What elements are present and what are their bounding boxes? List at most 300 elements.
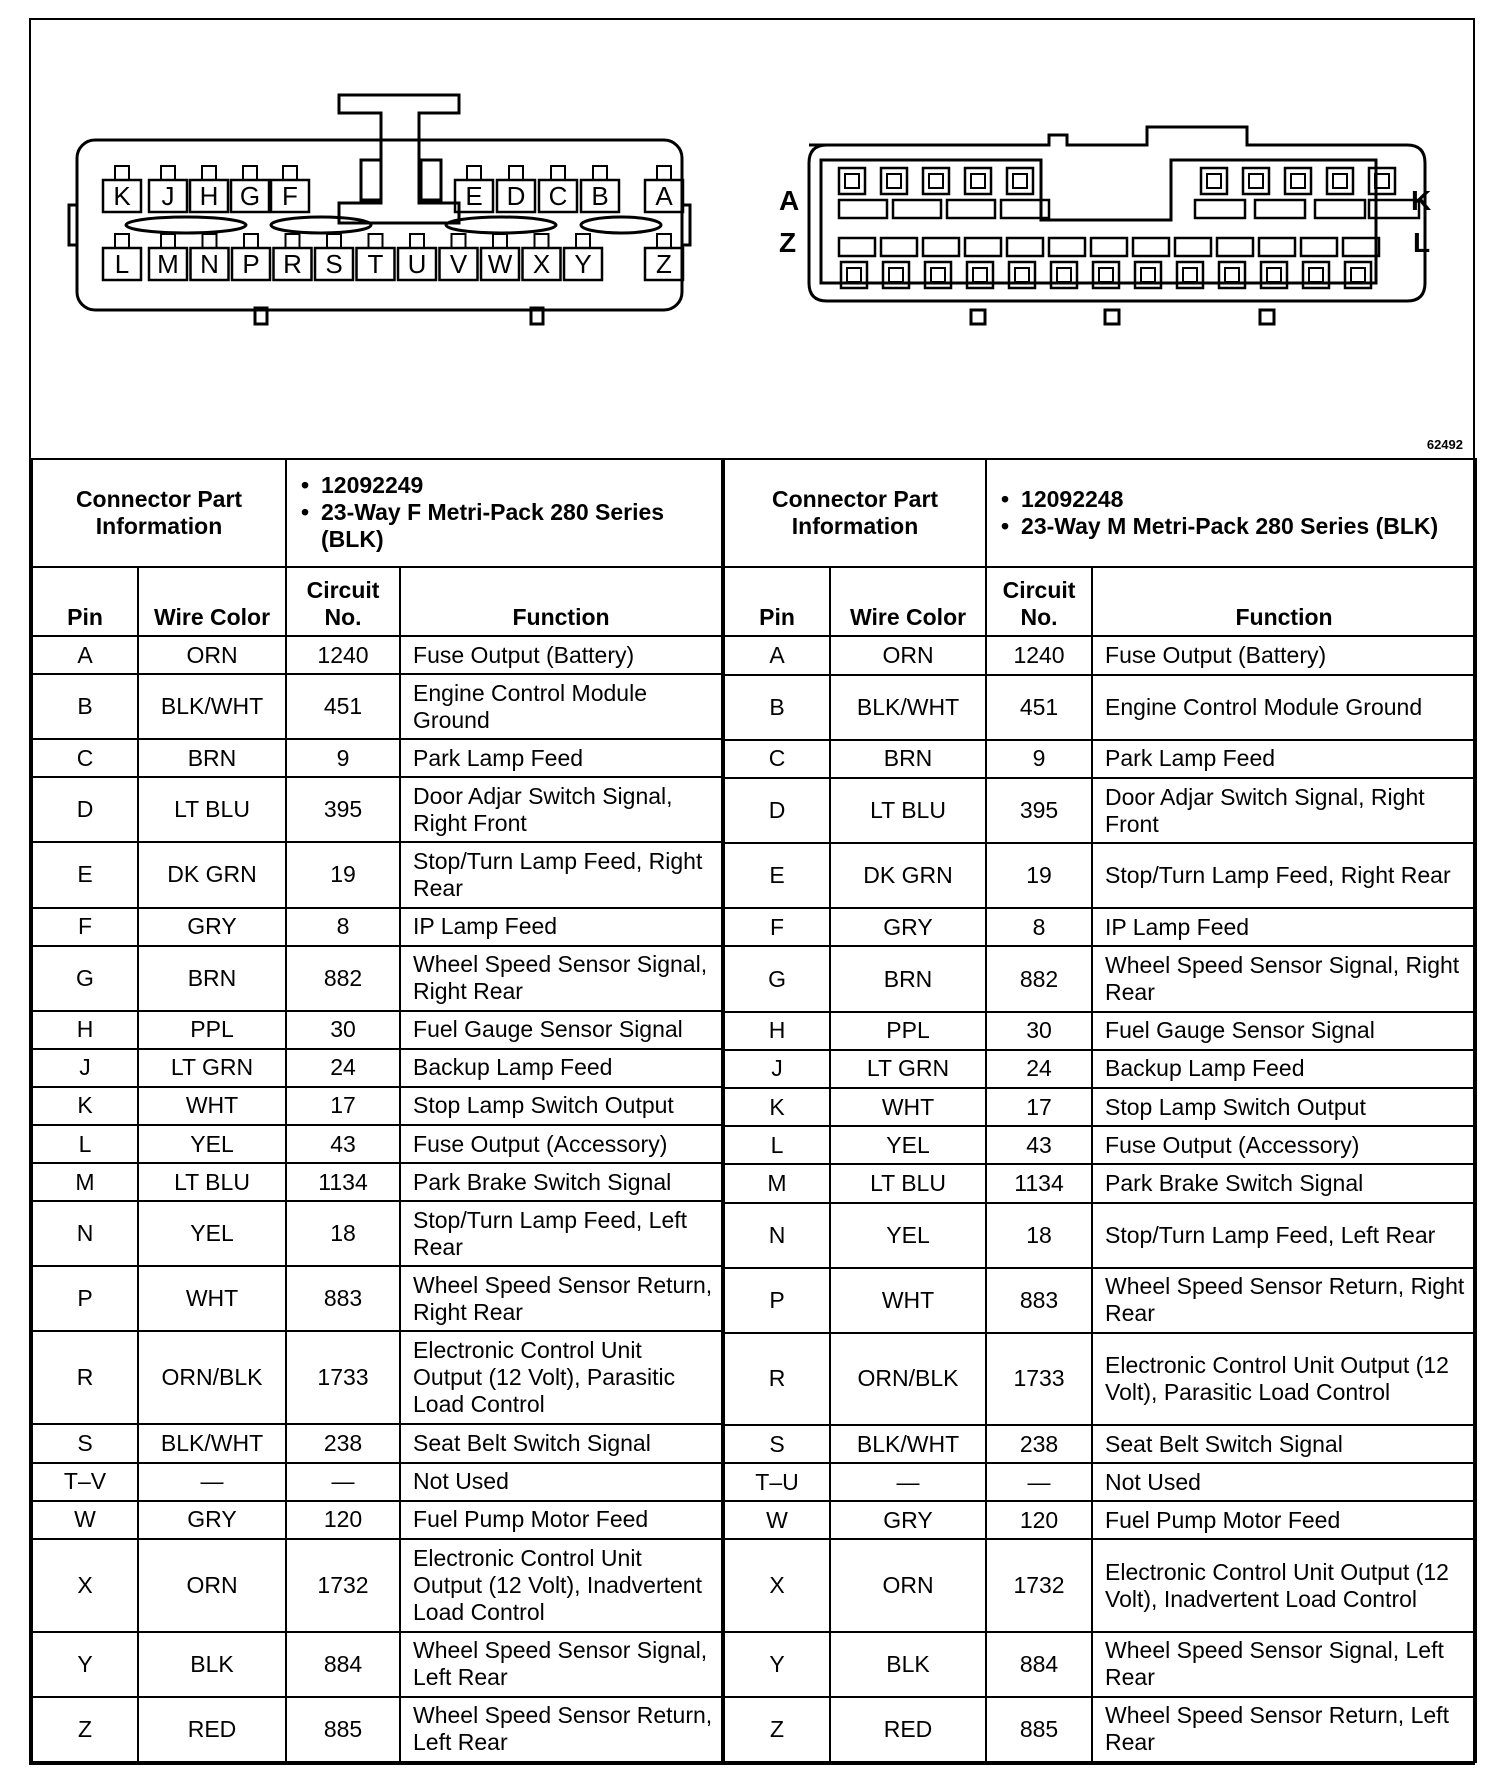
- table-row: [32, 739, 722, 777]
- pin-cell: A: [724, 636, 830, 674]
- wire-color-cell: WHT: [138, 1266, 286, 1331]
- function-cell: Stop/Turn Lamp Feed, Left Rear: [400, 1201, 722, 1266]
- connector-info-line: • 12092249: [301, 472, 713, 499]
- pin-cell: K: [32, 1087, 138, 1125]
- table-row: [724, 1050, 1476, 1088]
- table-row: [724, 1333, 1476, 1425]
- circuit-number-cell: 30: [986, 1012, 1092, 1050]
- circuit-number-cell: 43: [986, 1126, 1092, 1164]
- pin-cell: E: [32, 842, 138, 907]
- right-bottom-slot: [1049, 238, 1085, 256]
- column-header-wire: Wire Color: [138, 567, 286, 637]
- wire-color-cell: PPL: [138, 1011, 286, 1049]
- table-row: [724, 1164, 1476, 1202]
- wire-color-cell: DK GRN: [830, 843, 986, 908]
- circuit-number-cell: 43: [286, 1125, 400, 1163]
- function-cell: Stop Lamp Switch Output: [1092, 1088, 1476, 1126]
- table-row: [724, 1088, 1476, 1126]
- pin-cell: P: [32, 1266, 138, 1331]
- left-pin-h-tab: [202, 166, 216, 180]
- pin-cell: A: [32, 636, 138, 674]
- left-pin-a-tab: [657, 166, 671, 180]
- table-row: [724, 843, 1476, 908]
- pin-cell: D: [32, 777, 138, 842]
- table-row: [32, 1125, 722, 1163]
- function-cell: Stop/Turn Lamp Feed, Left Rear: [1092, 1203, 1476, 1268]
- left-pin-l-tab: [115, 234, 129, 248]
- left-pin-w: W: [487, 249, 513, 279]
- connector-info-line: • 23-Way F Metri-Pack 280 Series (BLK): [301, 499, 713, 553]
- right-top-terminal: [1327, 168, 1353, 194]
- pinout-tables: [31, 458, 1473, 1763]
- function-cell: Wheel Speed Sensor Signal, Right Rear: [400, 946, 722, 1011]
- circuit-number-cell: 885: [986, 1697, 1092, 1762]
- table-row: [32, 1201, 722, 1266]
- circuit-number-cell: 884: [286, 1632, 400, 1697]
- left-pin-g-tab: [243, 166, 257, 180]
- circuit-number-cell: 885: [286, 1697, 400, 1762]
- wire-color-cell: GRY: [138, 908, 286, 946]
- circuit-number-cell: 24: [286, 1049, 400, 1087]
- table-row: [32, 636, 722, 674]
- left-pin-s-tab: [327, 234, 341, 248]
- circuit-number-cell: 9: [286, 739, 400, 777]
- right-top-slot: [1195, 200, 1245, 218]
- left-pin-d: D: [506, 181, 526, 211]
- left-pin-w-tab: [493, 234, 507, 248]
- column-header-wire: Wire Color: [830, 567, 986, 637]
- circuit-number-cell: 395: [286, 777, 400, 842]
- wire-color-cell: LT BLU: [830, 778, 986, 843]
- table-row: [724, 1126, 1476, 1164]
- function-cell: Park Lamp Feed: [1092, 740, 1476, 778]
- table-row: [32, 1697, 722, 1762]
- column-header-pin: Pin: [32, 567, 138, 637]
- pin-cell: M: [724, 1164, 830, 1202]
- connector-diagram: [31, 20, 1473, 460]
- function-cell: Backup Lamp Feed: [1092, 1050, 1476, 1088]
- pin-cell: F: [724, 908, 830, 946]
- table-row: [32, 1424, 722, 1462]
- left-pin-v: V: [449, 249, 468, 279]
- pin-cell: C: [32, 739, 138, 777]
- column-header-pin: Pin: [724, 567, 830, 637]
- circuit-number-cell: 24: [986, 1050, 1092, 1088]
- table-row: [32, 1463, 722, 1501]
- left-pin-l: L: [114, 249, 130, 279]
- pin-cell: E: [724, 843, 830, 908]
- circuit-number-cell: 238: [286, 1424, 400, 1462]
- table-row: [32, 674, 722, 739]
- wire-color-cell: YEL: [138, 1201, 286, 1266]
- right-bottom-slot: [1217, 238, 1253, 256]
- circuit-number-cell: 884: [986, 1632, 1092, 1697]
- right-top-terminal: [1369, 168, 1395, 194]
- connector-info-row: [32, 459, 722, 567]
- right-top-terminal-inner: [1249, 174, 1263, 188]
- connector-info-label: Connector Part Information: [724, 459, 986, 567]
- column-header-circuit: Circuit No.: [286, 567, 400, 637]
- function-cell: IP Lamp Feed: [1092, 908, 1476, 946]
- left-pin-c-tab: [551, 166, 565, 180]
- right-top-terminal: [881, 168, 907, 194]
- right-bottom-terminal-cells: [839, 238, 1379, 288]
- wire-color-cell: BLK: [138, 1632, 286, 1697]
- circuit-number-cell: 120: [986, 1501, 1092, 1539]
- table-row: [724, 1203, 1476, 1268]
- table-row: [724, 1697, 1476, 1762]
- function-cell: Fuse Output (Battery): [1092, 636, 1476, 674]
- left-bottom-pin-cells: [103, 234, 683, 280]
- figure-reference-number: 62492: [1426, 437, 1463, 452]
- right-bottom-slot: [1133, 238, 1169, 256]
- right-bottom-slot: [881, 238, 917, 256]
- wire-color-cell: YEL: [830, 1203, 986, 1268]
- column-header-circuit: Circuit No.: [986, 567, 1092, 637]
- wire-color-cell: ORN/BLK: [830, 1333, 986, 1425]
- left-pin-c: C: [548, 181, 568, 211]
- table-row: [32, 946, 722, 1011]
- pin-cell: F: [32, 908, 138, 946]
- right-bottom-terminal-inner: [1057, 268, 1071, 282]
- right-bottom-terminal-inner: [1225, 268, 1239, 282]
- pin-cell: X: [32, 1539, 138, 1632]
- circuit-number-cell: 30: [286, 1011, 400, 1049]
- right-bottom-slot: [1343, 238, 1379, 256]
- left-pin-e: E: [465, 181, 483, 211]
- right-top-slot: [1255, 200, 1305, 218]
- table-row: [724, 1501, 1476, 1539]
- column-header-function: Function: [400, 567, 722, 637]
- left-pin-f-tab: [283, 166, 297, 180]
- wire-color-cell: LT BLU: [138, 1163, 286, 1201]
- function-cell: Engine Control Module Ground: [400, 674, 722, 739]
- right-top-terminal: [1243, 168, 1269, 194]
- right-connector-label-a: A: [779, 185, 800, 216]
- pin-cell: Y: [724, 1632, 830, 1697]
- table-row: [32, 1266, 722, 1331]
- pin-cell: G: [32, 946, 138, 1011]
- table-row: [724, 778, 1476, 843]
- circuit-number-cell: 883: [286, 1266, 400, 1331]
- pin-cell: P: [724, 1268, 830, 1333]
- left-pin-r: R: [283, 249, 302, 279]
- pin-cell: N: [724, 1203, 830, 1268]
- wire-color-cell: BRN: [830, 946, 986, 1011]
- left-pin-v-tab: [452, 234, 466, 248]
- wire-color-cell: WHT: [830, 1268, 986, 1333]
- wire-color-cell: YEL: [830, 1126, 986, 1164]
- pin-cell: M: [32, 1163, 138, 1201]
- circuit-number-cell: 395: [986, 778, 1092, 843]
- right-top-terminal: [923, 168, 949, 194]
- left-pin-u: U: [407, 249, 427, 279]
- wire-color-cell: BRN: [138, 946, 286, 1011]
- left-pin-a: A: [655, 181, 673, 211]
- right-top-terminal-inner: [1207, 174, 1221, 188]
- table-row: [724, 908, 1476, 946]
- table-row: [32, 842, 722, 907]
- circuit-number-cell: —: [286, 1463, 400, 1501]
- right-bottom-slot: [923, 238, 959, 256]
- left-pin-k: K: [113, 181, 131, 211]
- left-pin-x-tab: [535, 234, 549, 248]
- right-bottom-slot: [839, 238, 875, 256]
- function-cell: Not Used: [1092, 1463, 1476, 1501]
- right-connector-label-l: L: [1413, 227, 1431, 258]
- right-bottom-slot: [1259, 238, 1295, 256]
- function-cell: Fuel Pump Motor Feed: [1092, 1501, 1476, 1539]
- table-row: [724, 636, 1476, 674]
- left-top-pin-cells: [103, 166, 683, 212]
- left-pin-p: P: [242, 249, 260, 279]
- table-row: [32, 1632, 722, 1697]
- left-pin-m: M: [157, 249, 179, 279]
- table-row: [32, 1539, 722, 1632]
- wire-color-cell: PPL: [830, 1012, 986, 1050]
- circuit-number-cell: 1732: [286, 1539, 400, 1632]
- right-top-slot: [839, 200, 887, 218]
- pin-cell: K: [724, 1088, 830, 1126]
- function-cell: Park Lamp Feed: [400, 739, 722, 777]
- right-top-terminal-inner: [929, 174, 943, 188]
- function-cell: Stop/Turn Lamp Feed, Right Rear: [1092, 843, 1476, 908]
- right-bottom-terminal-inner: [1267, 268, 1281, 282]
- right-top-terminal: [1285, 168, 1311, 194]
- right-top-slot: [947, 200, 995, 218]
- right-top-terminal-inner: [1291, 174, 1305, 188]
- wire-color-cell: BLK: [830, 1632, 986, 1697]
- pin-cell: L: [724, 1126, 830, 1164]
- left-pin-t-tab: [369, 234, 383, 248]
- wire-color-cell: LT GRN: [138, 1049, 286, 1087]
- wire-color-cell: ORN: [830, 1539, 986, 1631]
- wire-color-cell: ORN: [138, 636, 286, 674]
- pin-cell: J: [724, 1050, 830, 1088]
- circuit-number-cell: 451: [286, 674, 400, 739]
- function-cell: Park Brake Switch Signal: [400, 1163, 722, 1201]
- function-cell: Seat Belt Switch Signal: [1092, 1425, 1476, 1463]
- table-row: [32, 1049, 722, 1087]
- pin-cell: B: [724, 675, 830, 740]
- left-pin-b-tab: [593, 166, 607, 180]
- left-pin-t: T: [367, 249, 384, 279]
- column-header-function: Function: [1092, 567, 1476, 637]
- function-cell: Electronic Control Unit Output (12 Volt), Parasitic Load Control: [400, 1331, 722, 1424]
- function-cell: Electronic Control Unit Output (12 Volt), Parasitic Load Control: [1092, 1333, 1476, 1425]
- right-top-terminal: [839, 168, 865, 194]
- right-top-terminal-cells: [839, 168, 1419, 218]
- wire-color-cell: YEL: [138, 1125, 286, 1163]
- function-cell: Seat Belt Switch Signal: [400, 1424, 722, 1462]
- function-cell: Wheel Speed Sensor Signal, Left Rear: [400, 1632, 722, 1697]
- pin-cell: R: [724, 1333, 830, 1425]
- connector-info-line: • 12092248: [1001, 486, 1467, 513]
- document-sheet: [29, 18, 1475, 1765]
- right-top-terminal-inner: [971, 174, 985, 188]
- table-row: [32, 1331, 722, 1424]
- right-top-terminal-inner: [1333, 174, 1347, 188]
- pin-cell: R: [32, 1331, 138, 1424]
- circuit-number-cell: 883: [986, 1268, 1092, 1333]
- pin-cell: H: [32, 1011, 138, 1049]
- circuit-number-cell: —: [986, 1463, 1092, 1501]
- wire-color-cell: ORN/BLK: [138, 1331, 286, 1424]
- function-cell: Backup Lamp Feed: [400, 1049, 722, 1087]
- pin-cell: J: [32, 1049, 138, 1087]
- pin-cell: T–V: [32, 1463, 138, 1501]
- table-row: [32, 908, 722, 946]
- circuit-number-cell: 120: [286, 1501, 400, 1539]
- table-row: [32, 1501, 722, 1539]
- wire-color-cell: WHT: [138, 1087, 286, 1125]
- table-row: [32, 1163, 722, 1201]
- left-pin-e-tab: [467, 166, 481, 180]
- function-cell: Engine Control Module Ground: [1092, 675, 1476, 740]
- function-cell: Fuel Pump Motor Feed: [400, 1501, 722, 1539]
- left-pin-j-tab: [161, 166, 175, 180]
- pin-cell: W: [32, 1501, 138, 1539]
- pin-cell: G: [724, 946, 830, 1011]
- pin-cell: T–U: [724, 1463, 830, 1501]
- wire-color-cell: BLK/WHT: [830, 1425, 986, 1463]
- wire-color-cell: GRY: [138, 1501, 286, 1539]
- table-header-row: [32, 567, 722, 637]
- connector-info-details: [286, 459, 722, 567]
- circuit-number-cell: 1733: [286, 1331, 400, 1424]
- right-bottom-terminal-inner: [1351, 268, 1365, 282]
- table-row: [724, 1539, 1476, 1631]
- right-bottom-terminal-inner: [1183, 268, 1197, 282]
- left-pin-n: N: [200, 249, 219, 279]
- function-cell: Park Brake Switch Signal: [1092, 1164, 1476, 1202]
- circuit-number-cell: 882: [286, 946, 400, 1011]
- table-header-row: [724, 567, 1476, 637]
- function-cell: Fuel Gauge Sensor Signal: [400, 1011, 722, 1049]
- table-row: [724, 675, 1476, 740]
- wire-color-cell: LT BLU: [830, 1164, 986, 1202]
- right-top-slot: [1315, 200, 1365, 218]
- circuit-number-cell: 1732: [986, 1539, 1092, 1631]
- left-pin-s: S: [325, 249, 343, 279]
- function-cell: Fuse Output (Accessory): [1092, 1126, 1476, 1164]
- right-connector-label-k: K: [1411, 185, 1432, 216]
- right-top-terminal-inner: [845, 174, 859, 188]
- right-bottom-terminal-inner: [931, 268, 945, 282]
- pin-cell: S: [32, 1424, 138, 1462]
- pin-cell: N: [32, 1201, 138, 1266]
- right-top-terminal: [1201, 168, 1227, 194]
- function-cell: Electronic Control Unit Output (12 Volt), Inadvertent Load Control: [1092, 1539, 1476, 1631]
- right-top-slot: [893, 200, 941, 218]
- table-row: [724, 1463, 1476, 1501]
- circuit-number-cell: 17: [986, 1088, 1092, 1126]
- function-cell: Wheel Speed Sensor Return, Left Rear: [400, 1697, 722, 1762]
- function-cell: Wheel Speed Sensor Return, Left Rear: [1092, 1697, 1476, 1762]
- connector-info-row: [724, 459, 1476, 567]
- circuit-number-cell: 1240: [986, 636, 1092, 674]
- circuit-number-cell: 18: [986, 1203, 1092, 1268]
- left-pin-y-tab: [576, 234, 590, 248]
- wire-color-cell: BLK/WHT: [138, 1424, 286, 1462]
- wire-color-cell: LT GRN: [830, 1050, 986, 1088]
- pin-cell: D: [724, 778, 830, 843]
- connector-info-details: [986, 459, 1476, 567]
- left-pin-n-tab: [203, 234, 217, 248]
- right-bottom-slot: [1175, 238, 1211, 256]
- wire-color-cell: BLK/WHT: [830, 675, 986, 740]
- right-top-terminal: [965, 168, 991, 194]
- pin-cell: W: [724, 1501, 830, 1539]
- circuit-number-cell: 1134: [286, 1163, 400, 1201]
- wire-color-cell: GRY: [830, 908, 986, 946]
- wire-color-cell: BRN: [830, 740, 986, 778]
- wire-color-cell: —: [138, 1463, 286, 1501]
- left-pin-f: F: [282, 181, 298, 211]
- left-pin-p-tab: [244, 234, 258, 248]
- table-row: [724, 1425, 1476, 1463]
- pinout-table-left: [31, 458, 723, 1763]
- left-pin-x: X: [532, 249, 551, 279]
- pinout-table-right: [723, 458, 1477, 1763]
- circuit-number-cell: 1240: [286, 636, 400, 674]
- right-bottom-slot: [1007, 238, 1043, 256]
- wire-color-cell: LT BLU: [138, 777, 286, 842]
- right-connector-drawing: [809, 127, 1425, 324]
- left-pin-g: G: [239, 181, 261, 211]
- table-row: [724, 946, 1476, 1011]
- function-cell: Stop/Turn Lamp Feed, Right Rear: [400, 842, 722, 907]
- wire-color-cell: WHT: [830, 1088, 986, 1126]
- connector-info-label: Connector Part Information: [32, 459, 286, 567]
- circuit-number-cell: 1134: [986, 1164, 1092, 1202]
- left-pin-z-tab: [657, 234, 671, 248]
- table-row: [32, 1087, 722, 1125]
- left-pin-z: Z: [656, 249, 672, 279]
- pin-cell: Y: [32, 1632, 138, 1697]
- pin-cell: S: [724, 1425, 830, 1463]
- function-cell: Stop Lamp Switch Output: [400, 1087, 722, 1125]
- left-pin-j: J: [161, 181, 175, 211]
- function-cell: Fuse Output (Battery): [400, 636, 722, 674]
- right-bottom-terminal-inner: [1309, 268, 1323, 282]
- function-cell: IP Lamp Feed: [400, 908, 722, 946]
- function-cell: Fuel Gauge Sensor Signal: [1092, 1012, 1476, 1050]
- function-cell: Wheel Speed Sensor Signal, Right Rear: [1092, 946, 1476, 1011]
- table-row: [724, 1012, 1476, 1050]
- left-pin-u-tab: [410, 234, 424, 248]
- circuit-number-cell: 238: [986, 1425, 1092, 1463]
- right-bottom-terminal-inner: [847, 268, 861, 282]
- right-bottom-slot: [1301, 238, 1337, 256]
- right-top-terminal-inner: [887, 174, 901, 188]
- connector-drawings: [31, 20, 1473, 456]
- left-pin-r-tab: [286, 234, 300, 248]
- function-cell: Wheel Speed Sensor Return, Right Rear: [400, 1266, 722, 1331]
- right-bottom-terminal-inner: [1015, 268, 1029, 282]
- right-bottom-terminal-inner: [973, 268, 987, 282]
- right-connector-label-z: Z: [779, 227, 797, 258]
- circuit-number-cell: 19: [286, 842, 400, 907]
- right-top-terminal: [1007, 168, 1033, 194]
- function-cell: Door Adjar Switch Signal, Right Front: [1092, 778, 1476, 843]
- circuit-number-cell: 451: [986, 675, 1092, 740]
- table-row: [724, 740, 1476, 778]
- table-row: [724, 1632, 1476, 1697]
- pin-cell: C: [724, 740, 830, 778]
- right-bottom-terminal-inner: [889, 268, 903, 282]
- left-pin-k-tab: [115, 166, 129, 180]
